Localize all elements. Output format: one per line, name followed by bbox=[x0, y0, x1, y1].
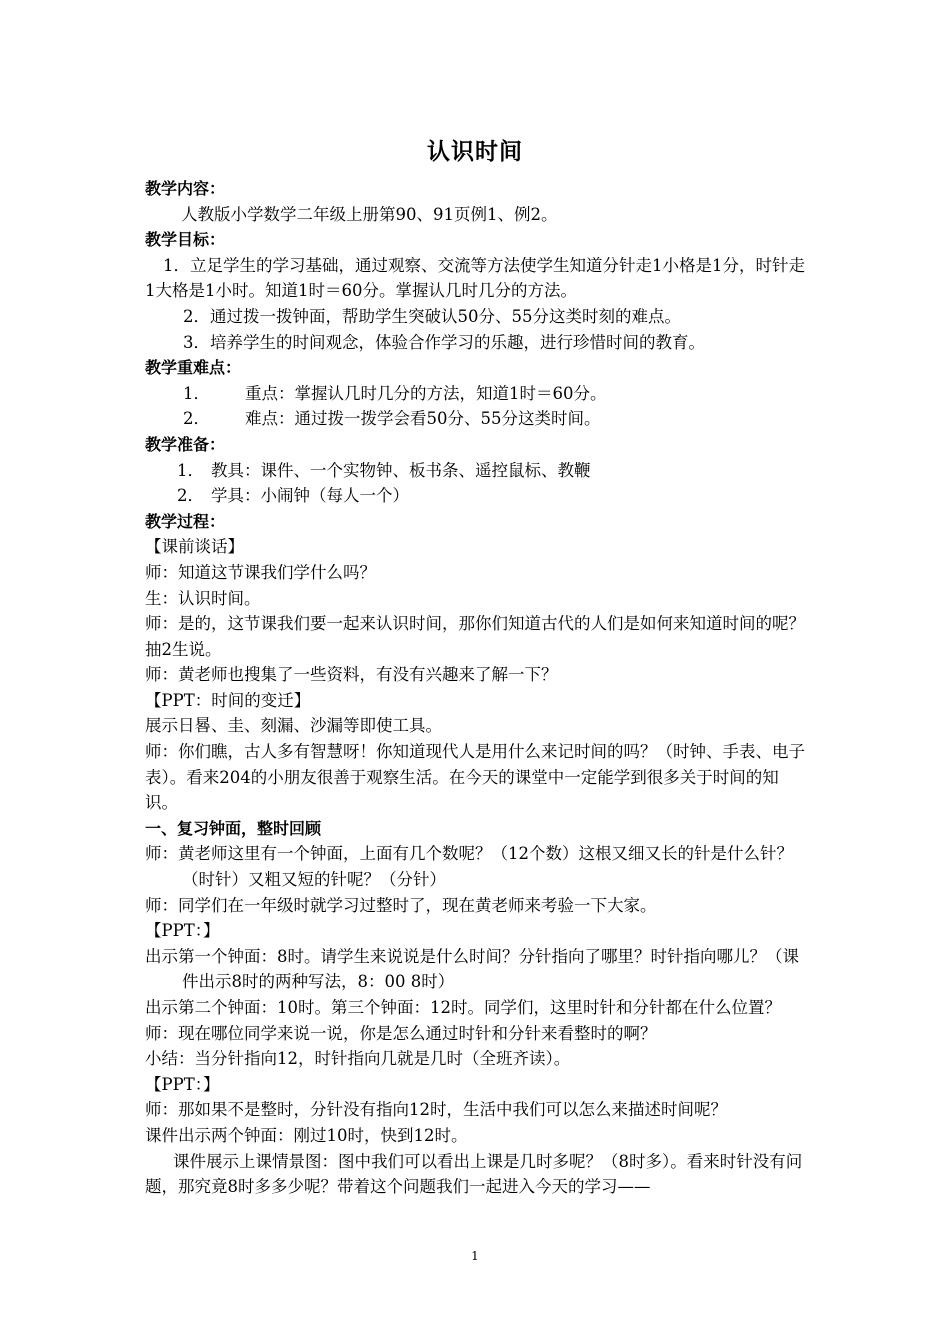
process-line: 【PPT：】 bbox=[145, 921, 220, 941]
process-line: 【PPT：】 bbox=[145, 1074, 220, 1094]
heading-key-points: 教学重难点： bbox=[145, 358, 242, 378]
process-line: 师：你们瞧，古人多有智慧呀！你知道现代人是用什么来记时间的吗？（时钟、手表、电子表）。看来204的小朋友很善于观察生活。在今天的课堂中一定能学到很多关于时间的知识。 bbox=[145, 742, 805, 813]
process-line: 课件展示上课情景图：图中我们可以看出上课是几时多呢？（8时多）。看来时针没有问题，那究竟8时多多少呢？带着这个问题我们一起进入今天的学习—— bbox=[145, 1151, 803, 1197]
goal-3: 3．培养学生的时间观念，体验合作学习的乐趣，进行珍惜时间的教育。 bbox=[183, 332, 705, 352]
process-line: 师：知道这节课我们学什么吗？ bbox=[145, 562, 376, 582]
process-line: 出示第一个钟面：8时。请学生来说说是什么时间？分针指向了哪里？时针指向哪儿？（课件出示8时的两种写法，8：00 8时） bbox=[145, 946, 799, 992]
goal-2: 2．通过拨一拨钟面，帮助学生突破认50分、55分这类时刻的难点。 bbox=[183, 306, 681, 326]
process-line: 抽2生说。 bbox=[145, 639, 222, 659]
process-line: 【PPT：时间的变迁】 bbox=[145, 690, 311, 710]
key-point-1 bbox=[145, 381, 810, 407]
process-line: 课件出示两个钟面：刚过10时，快到12时。 bbox=[145, 1125, 468, 1145]
prep-item-2 bbox=[145, 483, 810, 509]
prep-item-1 bbox=[145, 458, 810, 484]
process-line: 展示日晷、圭、刻漏、沙漏等即使工具。 bbox=[145, 716, 442, 736]
prep-item-1-number: 1． bbox=[177, 460, 204, 480]
page-number: 1 bbox=[471, 1249, 479, 1263]
key-point-1-text: 重点：掌握认几时几分的方法，知道1时＝60分。 bbox=[245, 383, 607, 403]
key-point-2-text: 难点：通过拨一拨学会看50分、55分这类时间。 bbox=[245, 409, 601, 429]
process-line: 生：认识时间。 bbox=[145, 588, 261, 608]
process-line: 小结：当分针指向12，时针指向几就是几时（全班齐读）。 bbox=[145, 1049, 571, 1069]
process-line: 师：黄老师这里有一个钟面，上面有几个数呢？（12个数）这根又细又长的针是什么针？（时针）又粗又短的针呢？（分针） bbox=[145, 844, 793, 890]
document-body bbox=[145, 176, 810, 1200]
process-line: 师：是的，这节课我们要一起来认识时间，那你们知道古代的人们是如何来知道时间的呢？ bbox=[145, 614, 805, 634]
process-line: 出示第二个钟面：10时。第三个钟面：12时。同学们，这里时针和分针都在什么位置？ bbox=[145, 998, 781, 1017]
page-title: 认识时间 bbox=[427, 139, 523, 165]
key-point-1-number: 1． bbox=[183, 383, 210, 403]
prep-item-1-text: 教具：课件、一个实物钟、板书条、遥控鼠标、教鞭 bbox=[211, 460, 591, 480]
process-line: 师：同学们在一年级时就学习过整时了，现在黄老师来考验一下大家。 bbox=[145, 895, 657, 915]
key-point-2-number: 2． bbox=[183, 409, 210, 429]
process-line: 师：黄老师也搜集了一些资料，有没有兴趣来了解一下？ bbox=[145, 665, 558, 685]
process-line: 师：现在哪位同学来说一说，你是怎么通过时针和分针来看整时的啊？ bbox=[145, 1023, 657, 1043]
prep-item-2-number: 2． bbox=[177, 486, 204, 506]
content-text: 人教版小学数学二年级上册第90、91页例1、例2。 bbox=[181, 204, 558, 224]
heading-content: 教学内容： bbox=[145, 179, 226, 198]
section-heading-review: 一、复习钟面，整时回顾 bbox=[145, 818, 322, 838]
heading-process: 教学过程： bbox=[145, 511, 226, 531]
process-line: 师：那如果不是整时，分针没有指向12时，生活中我们可以怎么来描述时间呢？ bbox=[145, 1100, 727, 1120]
prep-item-2-text: 学具：小闹钟（每人一个） bbox=[211, 486, 409, 506]
heading-preparation: 教学准备： bbox=[145, 434, 226, 454]
goal-1: 1．立足学生的学习基础，通过观察、交流等方法使学生知道分针走1小格是1分，时针走1大格是1小时。知道1时＝60分。掌握认几时几分的方法。 bbox=[145, 255, 805, 301]
heading-goals: 教学目标： bbox=[145, 230, 226, 250]
process-line: 【课前谈话】 bbox=[145, 537, 244, 557]
key-point-2 bbox=[145, 406, 810, 432]
